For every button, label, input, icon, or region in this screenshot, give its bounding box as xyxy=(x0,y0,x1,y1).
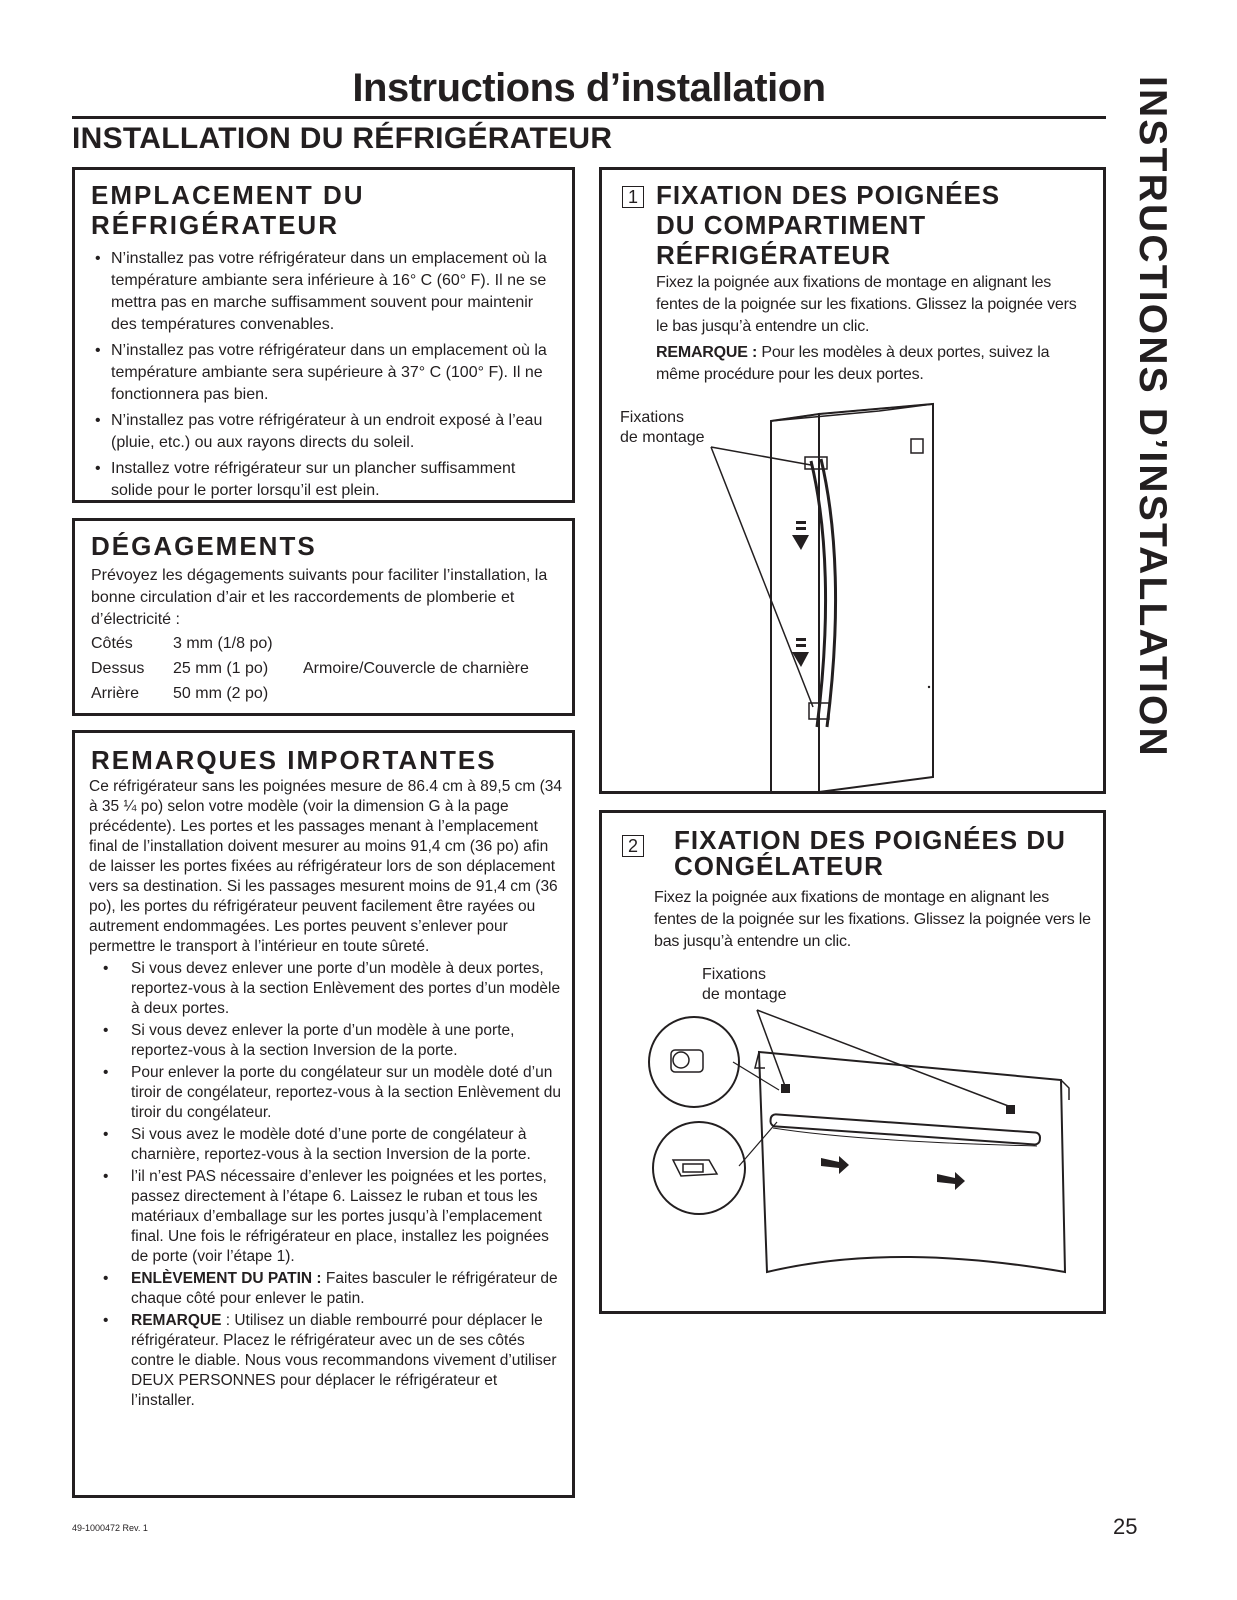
degagements-intro: Prévoyez les dégagements suivants pour faciliter l’installation, la bonne circulation d’air et les raccordements de plomberie et d’électricité : xyxy=(91,567,548,628)
remarques-bullet: • Si vous avez le modèle doté d’une porte de congélateur à charnière, reportez-vous à la section Inversion de la porte. xyxy=(89,1125,562,1165)
step1-heading-line2: DU COMPARTIMENT xyxy=(656,210,927,240)
degagements-heading: DÉGAGEMENTS xyxy=(91,531,317,561)
remarque-label: REMARQUE xyxy=(131,1312,222,1329)
degagements-note: Armoire/Couvercle de charnière xyxy=(303,659,529,677)
step1-heading-line1: FIXATION DES POIGNÉES xyxy=(656,180,1001,210)
page-number: 25 xyxy=(1113,1514,1138,1539)
emplacement-bullet: • N’installez pas votre réfrigérateur dans un emplacement où la température ambiante sera supérieure à 37° C (100° F). Il ne fonctionnera pas bien. xyxy=(91,340,558,406)
degagements-value: 3 mm (1/8 po) xyxy=(173,634,273,652)
degagements-row xyxy=(91,681,529,706)
remarques-bullet: • Si vous devez enlever la porte d’un modèle à une porte, reportez-vous à la section Inversion de la porte. xyxy=(89,1021,562,1061)
degagements-box xyxy=(72,518,575,716)
remarques-heading: REMARQUES IMPORTANTES xyxy=(91,745,497,775)
emplacement-box xyxy=(72,167,575,503)
step1-label-line2: de montage xyxy=(620,429,705,446)
page-title: Instructions d’installation xyxy=(352,66,826,110)
degagements-side: Arrière xyxy=(91,684,140,702)
remarques-bullet: • Si vous devez enlever une porte d’un modèle à deux portes, reportez-vous à la section Enlèvement des portes d’un modèle à deux portes. xyxy=(89,959,562,1019)
patin-label: ENLÈVEMENT DU PATIN : xyxy=(131,1270,322,1287)
step2-box xyxy=(599,810,1106,1314)
step1-note xyxy=(656,342,1086,386)
footer-code: 49-1000472 Rev. 1 xyxy=(72,1523,148,1533)
step2-heading-line1: FIXATION DES POIGNÉES DU xyxy=(674,825,1066,855)
emplacement-list xyxy=(91,248,558,502)
degagements-note xyxy=(303,631,529,656)
remarques-bullet: • l’il n’est PAS nécessaire d’enlever les poignées et les portes, passez directement à l’étape 6. Laissez le ruban et tous les matériaux d’emballage sur les portes jusqu’à l’emplacement final. Une fois le réfrigérateur en place, installez les poignées de porte (voir l’étape 1). xyxy=(89,1167,562,1267)
step1-note-label: REMARQUE : xyxy=(656,344,758,361)
step2-label-line1: Fixations xyxy=(702,966,767,983)
remarques-bullet: • Pour enlever la porte du congélateur sur un modèle doté d’un tiroir de congélateur, reportez-vous à la section Enlèvement du tiroir du congélateur. xyxy=(89,1063,562,1123)
remarques-bullet xyxy=(89,1269,562,1309)
remarque-text: : Utilisez un diable rembourré pour déplacer le réfrigérateur. Placez le réfrigérateur avec un de ses côtés contre le diable. Nous vous recommandons vivement d’utiliser DEUX PERSONNES pour déplacer le réfrigérateur et l’installer. xyxy=(131,1312,557,1409)
step1-label xyxy=(620,408,705,448)
degagements-row xyxy=(91,656,529,681)
step1-number: 1 xyxy=(622,186,644,208)
side-tab xyxy=(1130,76,1178,758)
step1-heading xyxy=(622,180,1000,270)
degagements-row xyxy=(91,631,529,656)
patin-text: Faites basculer le réfrigérateur de chaque côté pour enlever le patin. xyxy=(131,1270,558,1307)
emplacement-heading xyxy=(91,180,558,240)
step2-text: Fixez la poignée aux fixations de montage en alignant les fentes de la poignée sur les fixations. Glissez la poignée vers le bas jusqu’à entendre un clic. xyxy=(654,889,1091,950)
degagements-note xyxy=(303,681,529,706)
remarques-bullet xyxy=(89,1311,562,1411)
degagements-side: Dessus xyxy=(91,659,145,677)
step2-number: 2 xyxy=(622,835,644,857)
freezer-door-illustration xyxy=(599,810,1106,1314)
side-tab-label: INSTRUCTIONS D’INSTALLATION xyxy=(1131,76,1174,758)
remarques-intro: Ce réfrigérateur sans les poignées mesure de 86.4 cm à 89,5 cm (34 à 35 ¼ po) selon votre modèle (voir la dimension G à la page précédente). Les portes et les passages menant à l’emplacement final de l’installation doivent mesurer au moins 91,4 cm (36 po) afin de laisser les portes fixées au réfrigérateur lors de son déplacement vers sa destination. Si les passages mesurent moins de 91,4 cm (36 po), les portes du réfrigérateur peuvent facilement être rayées ou autrement endommagées. Les portes peuvent s’enlever pour permettre le transport à l’intérieur en toute sûreté. xyxy=(89,778,562,955)
degagements-table xyxy=(91,631,529,706)
emplacement-bullet: • Installez votre réfrigérateur sur un plancher suffisamment solide pour le porter lorsqu’il est plein. xyxy=(91,458,558,502)
remarques-list xyxy=(89,959,562,1411)
step1-text: Fixez la poignée aux fixations de montage en alignant les fentes de la poignée sur les fixations. Glissez la poignée vers le bas jusqu’à entendre un clic. xyxy=(656,274,1077,335)
step2-heading xyxy=(622,827,1066,879)
step1-label-line1: Fixations xyxy=(620,409,685,426)
remarques-box xyxy=(72,730,575,1498)
emplacement-heading-line1: EMPLACEMENT DU xyxy=(91,180,365,210)
section-title: INSTALLATION DU RÉFRIGÉRATEUR xyxy=(72,122,613,155)
step1-note-text: Pour les modèles à deux portes, suivez la même procédure pour les deux portes. xyxy=(656,344,1050,383)
emplacement-bullet: • N’installez pas votre réfrigérateur dans un emplacement où la température ambiante sera inférieure à 16° C (60° F). Il ne se mettra pas en marche suffisamment souvent pour maintenir des températures convenables. xyxy=(91,248,558,336)
degagements-value: 25 mm (1 po) xyxy=(173,659,269,677)
step1-heading-line3: RÉFRIGÉRATEUR xyxy=(656,240,891,270)
step2-label xyxy=(702,965,787,1005)
emplacement-bullet: • N’installez pas votre réfrigérateur à un endroit exposé à l’eau (pluie, etc.) ou aux rayons directs du soleil. xyxy=(91,410,558,454)
degagements-value: 50 mm (2 po) xyxy=(173,684,269,702)
degagements-side: Côtés xyxy=(91,634,133,652)
emplacement-heading-line2: RÉFRIGÉRATEUR xyxy=(91,210,339,240)
step1-box xyxy=(599,167,1106,794)
step2-label-line2: de montage xyxy=(702,986,787,1003)
title-rule xyxy=(72,116,1106,119)
step2-heading-line2: CONGÉLATEUR xyxy=(674,851,884,881)
